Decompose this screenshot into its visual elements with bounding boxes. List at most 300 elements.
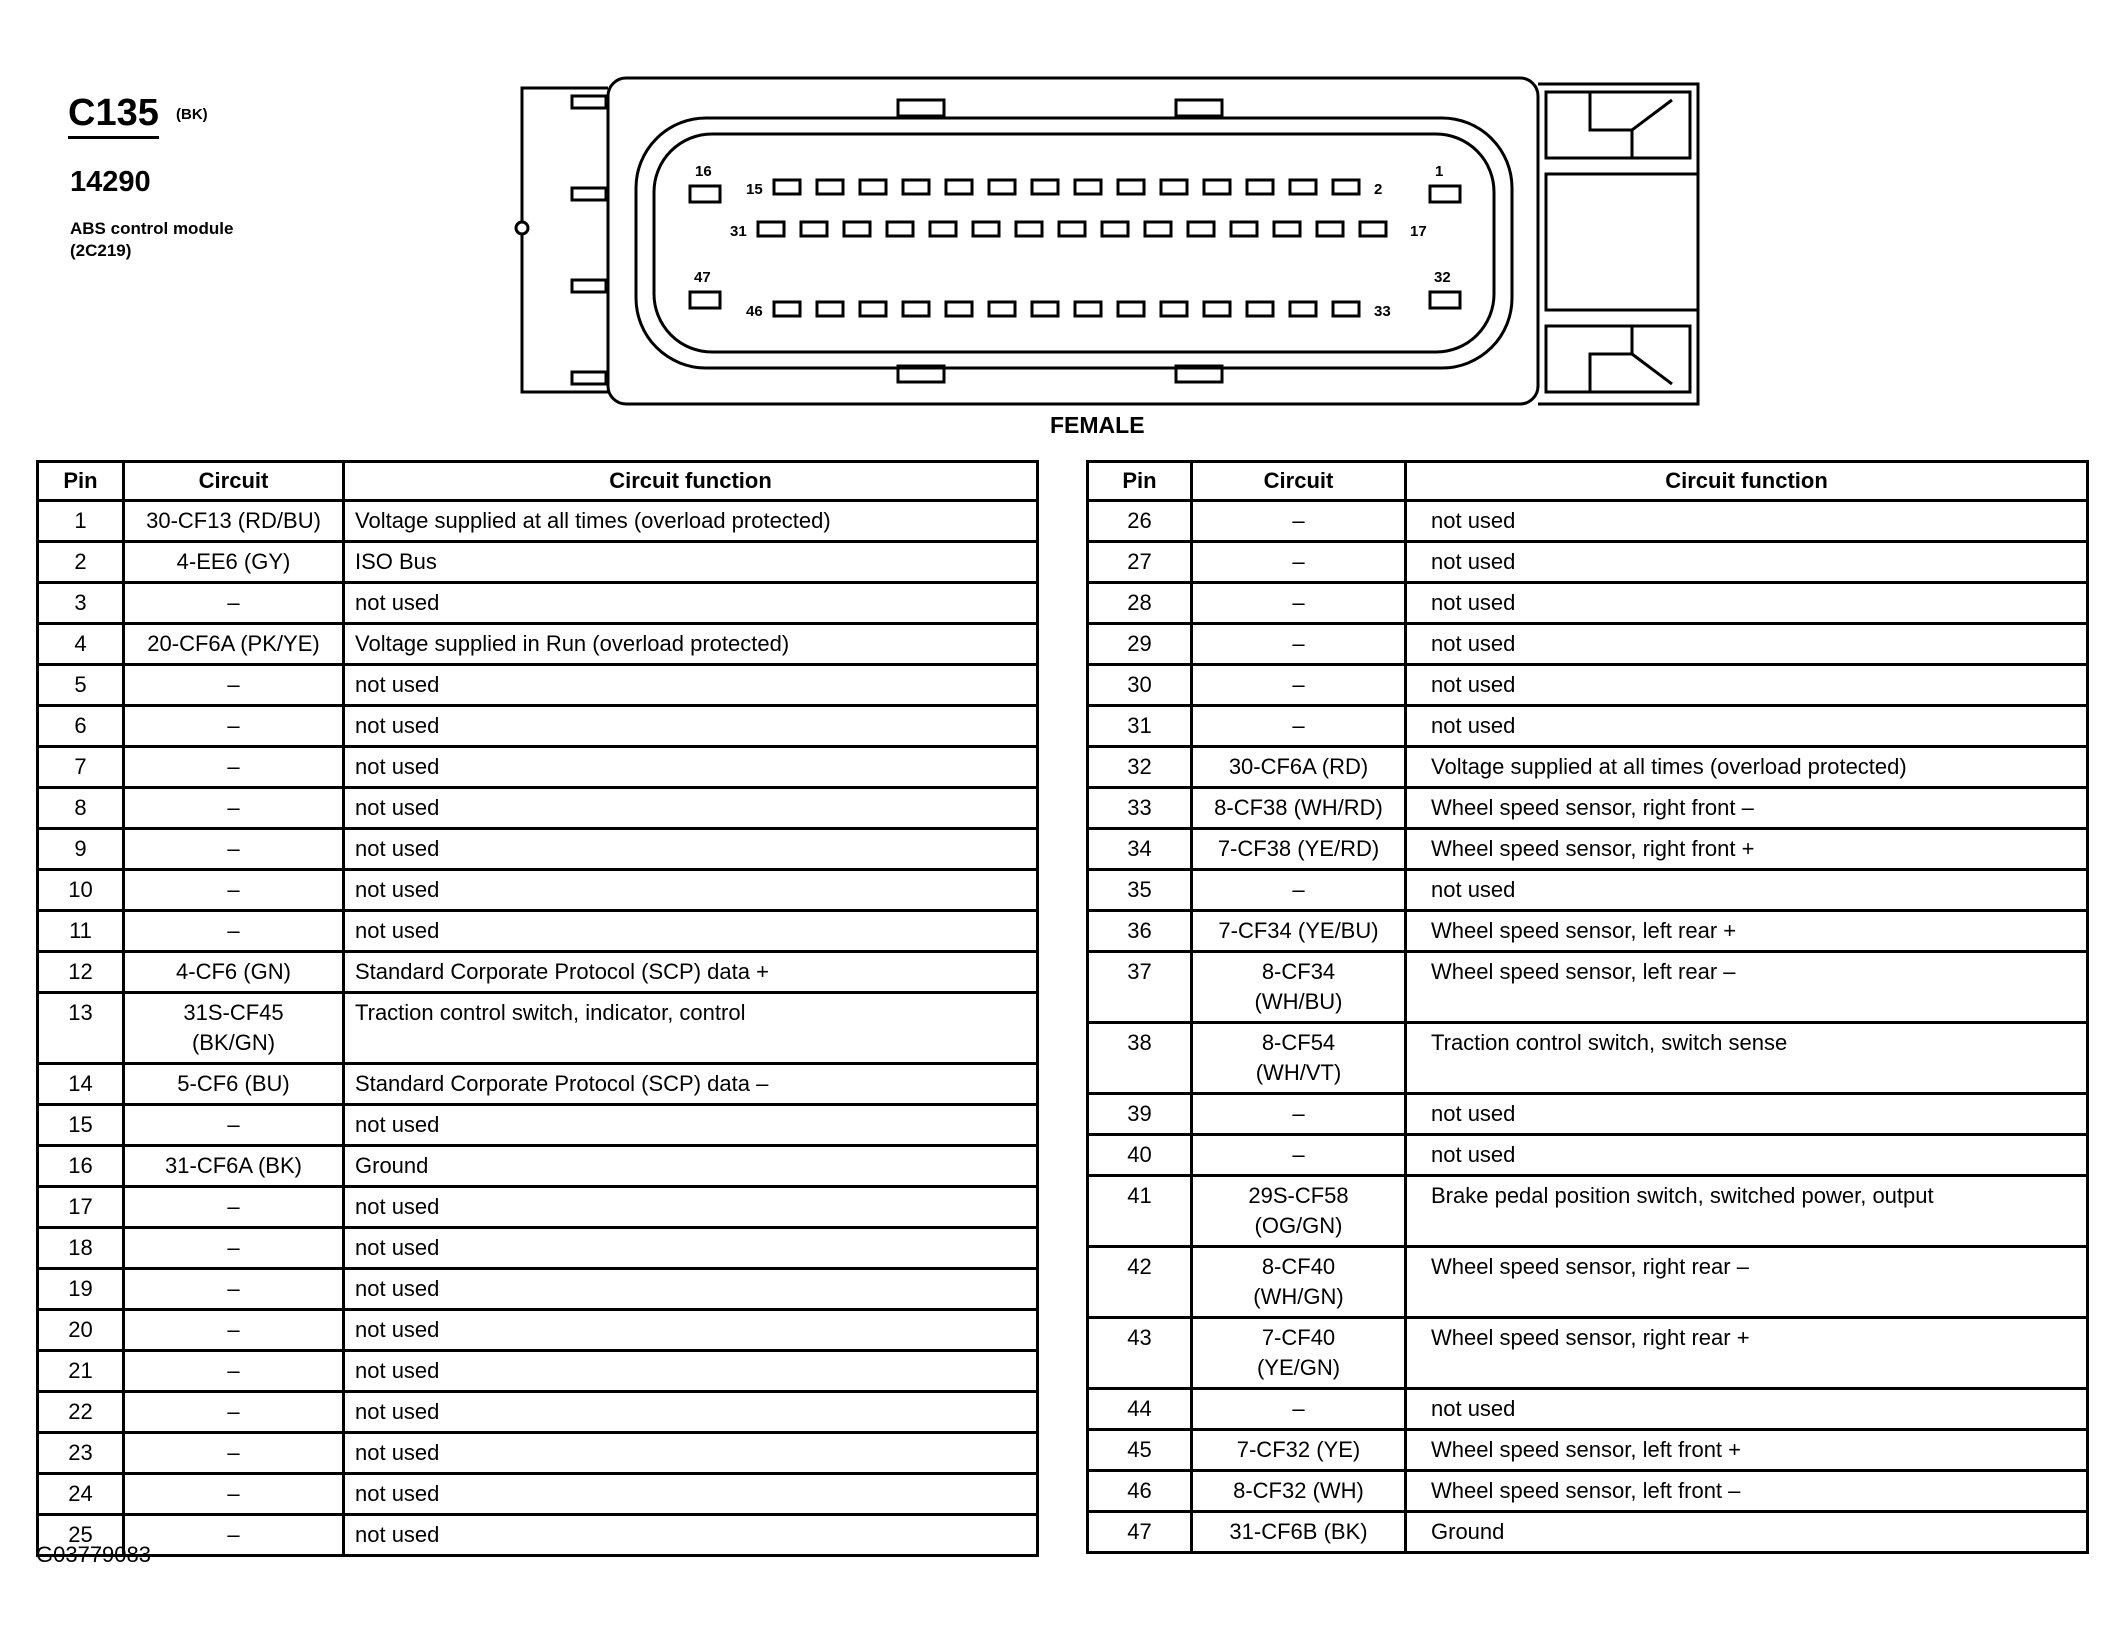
circuit-function: not used [344, 1105, 1038, 1146]
header-pin: Pin [38, 462, 124, 501]
table-row [38, 1392, 1038, 1433]
circuit-code: – [1292, 1396, 1305, 1421]
circuit-code: 8-CF38 (WH/RD) [1214, 795, 1383, 820]
circuit-function: not used [1406, 870, 2088, 911]
terminal-cavity [1317, 222, 1343, 236]
circuit-function: not used [1406, 1135, 2088, 1176]
circuit-code: – [227, 1317, 240, 1342]
circuit-function: Ground [344, 1146, 1038, 1187]
lock-middle [1546, 174, 1698, 310]
circuit-cell [124, 542, 344, 583]
pin-number: 10 [38, 870, 124, 911]
circuit-function: not used [344, 1228, 1038, 1269]
circuit-code: – [227, 672, 240, 697]
circuit-function: not used [344, 1515, 1038, 1556]
circuit-function: not used [1406, 583, 2088, 624]
terminal-cavity [946, 302, 972, 316]
circuit-code: – [227, 1194, 240, 1219]
pinout-table-left [36, 460, 1039, 1557]
terminal-cavity [1102, 222, 1128, 236]
circuit-function: not used [344, 1474, 1038, 1515]
pin-number: 27 [1088, 542, 1192, 583]
pin-label-16: 16 [695, 163, 712, 180]
pin-label-32: 32 [1434, 269, 1451, 286]
pin-number: 36 [1088, 911, 1192, 952]
table-row [1088, 911, 2088, 952]
circuit-code: – [227, 1112, 240, 1137]
circuit-cell [1192, 1430, 1406, 1471]
circuit-code: – [227, 1399, 240, 1424]
terminal-cavity [1231, 222, 1257, 236]
table-row [1088, 583, 2088, 624]
circuit-cell [1192, 1023, 1406, 1094]
circuit-code: 8-CF40 [1261, 1254, 1336, 1279]
circuit-code: – [227, 877, 240, 902]
terminal-cavity [1161, 180, 1187, 194]
table-row [1088, 624, 2088, 665]
terminal-cavity-pin-16 [690, 186, 720, 202]
terminal-cavity [1118, 180, 1144, 194]
terminal-cavity [1188, 222, 1214, 236]
circuit-function: Wheel speed sensor, left front + [1406, 1430, 2088, 1471]
pin-number: 2 [38, 542, 124, 583]
terminal-cavity [1204, 302, 1230, 316]
pin-label-1: 1 [1435, 163, 1444, 180]
circuit-code: 31-CF6B (BK) [1229, 1519, 1368, 1544]
circuit-cell [124, 1064, 344, 1105]
circuit-function: Wheel speed sensor, left front – [1406, 1471, 2088, 1512]
circuit-cell [124, 952, 344, 993]
circuit-function: ISO Bus [344, 542, 1038, 583]
circuit-code: – [1292, 672, 1305, 697]
circuit-function: not used [344, 665, 1038, 706]
circuit-function: not used [1406, 1389, 2088, 1430]
circuit-wire-color: (BK/GN) [191, 1030, 276, 1055]
terminal-cavity [989, 302, 1015, 316]
pin-number: 42 [1088, 1247, 1192, 1318]
pin-number: 30 [1088, 665, 1192, 706]
circuit-cell [1192, 665, 1406, 706]
lock-lever-bottom [1590, 326, 1672, 392]
terminal-cavity [774, 180, 800, 194]
circuit-cell [1192, 870, 1406, 911]
table-row [1088, 870, 2088, 911]
pin-number: 7 [38, 747, 124, 788]
pin-number: 15 [38, 1105, 124, 1146]
pin-number: 46 [1088, 1471, 1192, 1512]
circuit-code: – [1292, 590, 1305, 615]
circuit-cell [124, 829, 344, 870]
circuit-cell [124, 911, 344, 952]
table-row [38, 747, 1038, 788]
terminal-cavity [989, 180, 1015, 194]
terminal-cavity [1290, 180, 1316, 194]
table-row [1088, 788, 2088, 829]
table-row [38, 1269, 1038, 1310]
circuit-cell [1192, 1176, 1406, 1247]
circuit-code: – [227, 1522, 240, 1547]
circuit-code: 30-CF13 (RD/BU) [146, 508, 321, 533]
circuit-function: not used [344, 706, 1038, 747]
table-row [1088, 501, 2088, 542]
circuit-code: 4-CF6 (GN) [176, 959, 291, 984]
terminal-cavity [817, 302, 843, 316]
pin-label-2: 2 [1374, 181, 1383, 198]
terminal-cavity-pin-32 [1430, 292, 1460, 308]
terminal-cavity [973, 222, 999, 236]
circuit-cell [1192, 706, 1406, 747]
connector-face-diagram [512, 70, 1704, 410]
terminal-cavity [774, 302, 800, 316]
circuit-cell [1192, 911, 1406, 952]
circuit-cell [124, 501, 344, 542]
table-row [1088, 1430, 2088, 1471]
right-lock-outline [1538, 84, 1698, 404]
circuit-function: Wheel speed sensor, right front + [1406, 829, 2088, 870]
pin-number: 4 [38, 624, 124, 665]
circuit-wire-color: (YE/GN) [1256, 1355, 1341, 1380]
pin-number: 28 [1088, 583, 1192, 624]
terminal-cavity [1247, 180, 1273, 194]
terminal-cavity [1145, 222, 1171, 236]
circuit-code: – [227, 1358, 240, 1383]
latch-pivot [516, 222, 528, 234]
pin-number: 40 [1088, 1135, 1192, 1176]
circuit-cell [124, 1146, 344, 1187]
terminal-cavity-pin-47 [690, 292, 720, 308]
pin-number: 17 [38, 1187, 124, 1228]
table-row [38, 624, 1038, 665]
circuit-code: – [227, 795, 240, 820]
circuit-code: – [1292, 631, 1305, 656]
pin-label-31: 31 [730, 223, 747, 240]
table-row [1088, 1176, 2088, 1247]
circuit-cell [124, 1392, 344, 1433]
circuit-function: not used [1406, 665, 2088, 706]
circuit-function: not used [344, 829, 1038, 870]
connector-gender-caption: FEMALE [1050, 412, 1145, 438]
terminal-cavity [1161, 302, 1187, 316]
circuit-code: 8-CF32 (WH) [1233, 1478, 1364, 1503]
pin-number: 37 [1088, 952, 1192, 1023]
circuit-function: not used [344, 1187, 1038, 1228]
circuit-wire-color: (OG/GN) [1254, 1213, 1343, 1238]
circuit-code: – [227, 590, 240, 615]
circuit-function: Voltage supplied at all times (overload protected) [344, 501, 1038, 542]
pin-number: 21 [38, 1351, 124, 1392]
terminal-cavity [844, 222, 870, 236]
pin-number: 16 [38, 1146, 124, 1187]
circuit-code: 31S-CF45 [183, 1000, 284, 1025]
circuit-cell [1192, 1471, 1406, 1512]
table-row [38, 1351, 1038, 1392]
terminal-cavity [930, 222, 956, 236]
circuit-code: – [227, 1276, 240, 1301]
table-row [38, 1146, 1038, 1187]
table-row [38, 1310, 1038, 1351]
circuit-cell [124, 788, 344, 829]
circuit-code: – [227, 1440, 240, 1465]
circuit-function: not used [1406, 1094, 2088, 1135]
pin-number: 45 [1088, 1430, 1192, 1471]
table-row [38, 788, 1038, 829]
circuit-cell [124, 1269, 344, 1310]
pin-number: 19 [38, 1269, 124, 1310]
pin-number: 47 [1088, 1512, 1192, 1553]
circuit-code: – [227, 1235, 240, 1260]
circuit-cell [1192, 624, 1406, 665]
pin-number: 13 [38, 993, 124, 1064]
circuit-code: 20-CF6A (PK/YE) [147, 631, 320, 656]
circuit-wire-color: (WH/GN) [1253, 1284, 1344, 1309]
circuit-function: not used [1406, 706, 2088, 747]
table-row [38, 665, 1038, 706]
circuit-wire-color: (WH/VT) [1255, 1060, 1342, 1085]
circuit-function: not used [344, 788, 1038, 829]
left-tab [572, 96, 606, 108]
circuit-cell [1192, 1135, 1406, 1176]
terminal-cavity [1247, 302, 1273, 316]
pin-number: 29 [1088, 624, 1192, 665]
circuit-code: – [1292, 549, 1305, 574]
circuit-code: – [1292, 508, 1305, 533]
circuit-code: 29S-CF58 [1248, 1183, 1349, 1208]
circuit-function: not used [344, 911, 1038, 952]
circuit-cell [1192, 1512, 1406, 1553]
circuit-cell [124, 1228, 344, 1269]
table-row [38, 1433, 1038, 1474]
header-circuit: Circuit [1192, 462, 1406, 501]
circuit-code: 7-CF38 (YE/RD) [1217, 836, 1380, 861]
circuit-code: 8-CF34 [1261, 959, 1336, 984]
table-row [38, 1228, 1038, 1269]
table-row [38, 911, 1038, 952]
table-row [38, 542, 1038, 583]
pin-number: 14 [38, 1064, 124, 1105]
circuit-cell [124, 993, 344, 1064]
circuit-function: not used [344, 1269, 1038, 1310]
circuit-code: 7-CF40 [1261, 1325, 1336, 1350]
table-row [38, 501, 1038, 542]
connector-color-code: (BK) [176, 106, 208, 123]
header-function: Circuit function [344, 462, 1038, 501]
circuit-function: Wheel speed sensor, left rear + [1406, 911, 2088, 952]
pin-number: 34 [1088, 829, 1192, 870]
table-row [38, 1064, 1038, 1105]
circuit-function: Wheel speed sensor, right front – [1406, 788, 2088, 829]
pin-number: 32 [1088, 747, 1192, 788]
table-row [38, 1187, 1038, 1228]
module-code: (2C219) [70, 241, 132, 260]
table-row [1088, 1094, 2088, 1135]
terminal-cavity [1059, 222, 1085, 236]
circuit-function: not used [344, 1351, 1038, 1392]
circuit-function: not used [344, 583, 1038, 624]
pin-number: 11 [38, 911, 124, 952]
circuit-function: Traction control switch, indicator, control [344, 993, 1038, 1064]
module-description [70, 218, 233, 262]
pin-number: 43 [1088, 1318, 1192, 1389]
table-row [38, 583, 1038, 624]
terminal-cavity [1016, 222, 1042, 236]
circuit-cell [124, 665, 344, 706]
circuit-function: not used [344, 1310, 1038, 1351]
terminal-cavity-pin-1 [1430, 186, 1460, 202]
table-row [38, 829, 1038, 870]
pin-number: 6 [38, 706, 124, 747]
circuit-function: Wheel speed sensor, right rear + [1406, 1318, 2088, 1389]
terminal-cavity [1118, 302, 1144, 316]
circuit-code: – [1292, 877, 1305, 902]
pin-label-47: 47 [694, 269, 711, 286]
pin-number: 3 [38, 583, 124, 624]
housing-outline [608, 78, 1538, 404]
circuit-cell [124, 1187, 344, 1228]
circuit-cell [1192, 1094, 1406, 1135]
table-row [38, 1105, 1038, 1146]
pinout-table-right [1086, 460, 2089, 1554]
circuit-function: Voltage supplied in Run (overload protected) [344, 624, 1038, 665]
pin-number: 33 [1088, 788, 1192, 829]
pin-number: 5 [38, 665, 124, 706]
circuit-cell [124, 1351, 344, 1392]
terminal-cavity [1274, 222, 1300, 236]
circuit-cell [124, 1105, 344, 1146]
pin-number: 22 [38, 1392, 124, 1433]
left-latch-outline [522, 88, 608, 392]
terminal-cavity [1290, 302, 1316, 316]
table-row [1088, 1318, 2088, 1389]
pin-number: 41 [1088, 1176, 1192, 1247]
circuit-cell [1192, 747, 1406, 788]
table-row [1088, 1512, 2088, 1553]
circuit-code: – [1292, 1101, 1305, 1126]
connector-id: C135 [68, 92, 159, 139]
circuit-cell [124, 1515, 344, 1556]
table-row [1088, 542, 2088, 583]
table-row [1088, 665, 2088, 706]
table-row [1088, 1023, 2088, 1094]
pin-number: 12 [38, 952, 124, 993]
circuit-function: Wheel speed sensor, left rear – [1406, 952, 2088, 1023]
terminal-cavity [801, 222, 827, 236]
pin-number: 31 [1088, 706, 1192, 747]
circuit-cell [124, 624, 344, 665]
circuit-function: not used [1406, 542, 2088, 583]
terminal-cavity [903, 180, 929, 194]
circuit-function: Ground [1406, 1512, 2088, 1553]
circuit-cell [124, 747, 344, 788]
circuit-cell [124, 870, 344, 911]
terminal-cavity [903, 302, 929, 316]
terminal-cavity [887, 222, 913, 236]
circuit-function: Brake pedal position switch, switched power, output [1406, 1176, 2088, 1247]
table-row [1088, 952, 2088, 1023]
circuit-code: 7-CF34 (YE/BU) [1218, 918, 1379, 943]
pin-number: 38 [1088, 1023, 1192, 1094]
circuit-cell [1192, 1318, 1406, 1389]
circuit-code: – [227, 1481, 240, 1506]
circuit-code: 31-CF6A (BK) [165, 1153, 302, 1178]
figure-id: G03779083 [36, 1542, 151, 1567]
pin-label-46: 46 [746, 303, 763, 320]
circuit-cell [124, 583, 344, 624]
circuit-function: not used [344, 747, 1038, 788]
terminal-cavity [1333, 302, 1359, 316]
circuit-cell [1192, 583, 1406, 624]
terminal-cavity [1333, 180, 1359, 194]
header-circuit: Circuit [124, 462, 344, 501]
pin-number: 25 [38, 1515, 124, 1556]
circuit-code: – [227, 918, 240, 943]
circuit-wire-color: (WH/BU) [1254, 989, 1343, 1014]
circuit-cell [1192, 952, 1406, 1023]
circuit-cell [124, 1310, 344, 1351]
circuit-cell [1192, 542, 1406, 583]
table-row [38, 1515, 1038, 1556]
circuit-code: 7-CF32 (YE) [1236, 1437, 1361, 1462]
terminal-cavity [1075, 302, 1101, 316]
terminal-cavity [860, 180, 886, 194]
table-row [38, 870, 1038, 911]
circuit-function: Traction control switch, switch sense [1406, 1023, 2088, 1094]
circuit-cell [124, 1433, 344, 1474]
module-name: ABS control module [70, 219, 234, 238]
left-tab [572, 372, 606, 384]
terminal-cavity [1360, 222, 1386, 236]
circuit-function: not used [344, 1392, 1038, 1433]
table-row [38, 993, 1038, 1064]
terminal-cavity [1032, 302, 1058, 316]
circuit-function: Standard Corporate Protocol (SCP) data + [344, 952, 1038, 993]
table-row [38, 1474, 1038, 1515]
pin-label-15: 15 [746, 181, 763, 198]
circuit-function: Wheel speed sensor, right rear – [1406, 1247, 2088, 1318]
pin-number: 20 [38, 1310, 124, 1351]
circuit-function: Standard Corporate Protocol (SCP) data – [344, 1064, 1038, 1105]
terminal-cavity [1075, 180, 1101, 194]
circuit-code: – [1292, 713, 1305, 738]
circuit-function: not used [1406, 624, 2088, 665]
table-row [38, 706, 1038, 747]
circuit-cell [124, 1474, 344, 1515]
circuit-code: – [1292, 1142, 1305, 1167]
circuit-function: not used [1406, 501, 2088, 542]
terminal-cavity [860, 302, 886, 316]
circuit-function: Voltage supplied at all times (overload protected) [1406, 747, 2088, 788]
circuit-cell [1192, 788, 1406, 829]
pin-number: 1 [38, 501, 124, 542]
circuit-code: – [227, 836, 240, 861]
table-row [1088, 1471, 2088, 1512]
circuit-code: 5-CF6 (BU) [177, 1071, 290, 1096]
circuit-function: not used [344, 870, 1038, 911]
lock-lever-top [1590, 92, 1672, 158]
pin-label-33: 33 [1374, 303, 1391, 320]
table-row [1088, 829, 2088, 870]
circuit-cell [1192, 1389, 1406, 1430]
pin-number: 9 [38, 829, 124, 870]
table-row [1088, 747, 2088, 788]
terminal-cavity [946, 180, 972, 194]
table-row [1088, 1135, 2088, 1176]
circuit-cell [1192, 1247, 1406, 1318]
table-row [1088, 706, 2088, 747]
top-key [898, 100, 944, 116]
top-key [1176, 100, 1222, 116]
pin-number: 23 [38, 1433, 124, 1474]
circuit-code: 30-CF6A (RD) [1228, 754, 1369, 779]
